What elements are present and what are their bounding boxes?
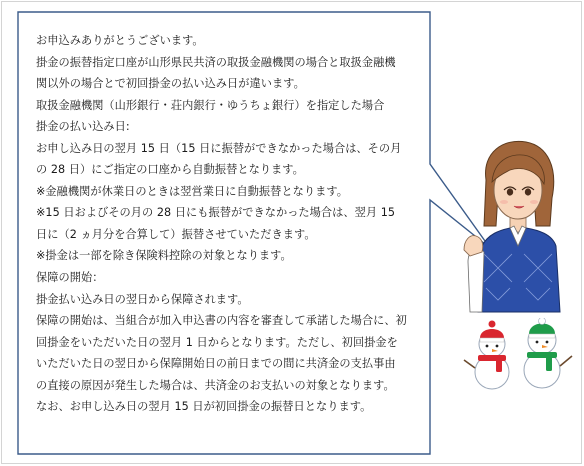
notice-line-10: 日に（2 ヵ月分を合算して）振替させていただきます。 [36, 227, 316, 241]
staff-woman-illustration [448, 134, 578, 314]
notice-line-6: お申し込み日の翌月 15 日（15 日に振替ができなかった場合は、その月 [36, 141, 402, 155]
notice-text [36, 30, 426, 418]
notice-line-8: ※金融機関が休業日のときは翌営業日に自動振替となります。 [36, 184, 348, 198]
notice-line-16: いただいた日の翌日から保障開始日の前日までの間に共済金の支払事由 [36, 357, 396, 371]
notice-line-13: 掛金払い込み日の翌日から保障されます。 [36, 292, 249, 306]
notice-line-11: ※掛金は一部を除き保険料控除の対象となります。 [36, 249, 292, 263]
notice-line-9: ※15 日およびその月の 28 日にも振替ができなかった場合は、翌月 15 [36, 206, 396, 220]
notice-line-3: 関以外の場合とで初回掛金の払い込み日が違います。 [36, 77, 305, 91]
notice-line-1: お申込みありがとうございます。 [36, 34, 204, 47]
notice-line-18: なお、お申し込み日の翌月 15 日が初回掛金の振替日となります。 [36, 400, 372, 414]
notice-line-15: 回掛金をいただいた日の翌月 1 日からとなります。ただし、初回掛金を [36, 335, 398, 349]
snowman-red-icon [464, 321, 509, 390]
notice-line-12: 保障の開始： [36, 271, 104, 285]
notice-line-17: の直接の原因が発生した場合は、共済金のお支払いの対象となります。 [36, 378, 395, 392]
notice-line-5: 掛金の払い込み日: [36, 120, 130, 134]
snowmen-illustration [462, 318, 574, 392]
notice-line-4: 取扱金融機関（山形銀行・荘内銀行・ゆうちょ銀行）を指定した場合 [36, 98, 385, 112]
notice-line-14: 保障の開始は、当組合が加入申込書の内容を審査して承諾した場合に、初 [36, 314, 407, 328]
snowman-green-icon [524, 318, 572, 388]
notice-line-2: 掛金の振替指定口座が山形県民共済の取扱金融機関の場合と取扱金融機 [36, 55, 396, 69]
notice-line-7: の 28 日）にご指定の口座から自動振替となります。 [36, 163, 304, 177]
